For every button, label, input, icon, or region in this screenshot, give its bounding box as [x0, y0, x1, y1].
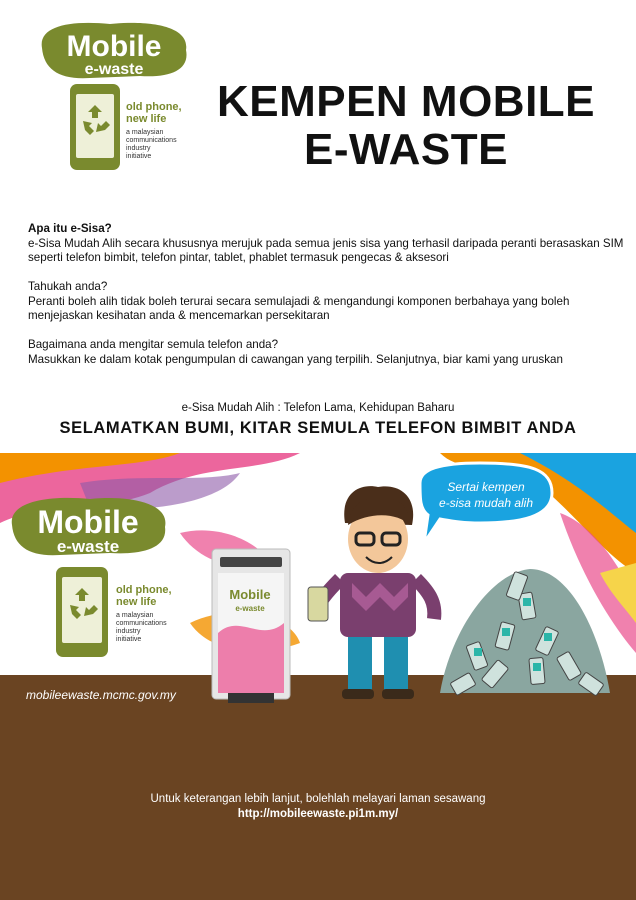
- title-line1: KEMPEN MOBILE: [216, 77, 596, 126]
- collection-box-illustration: [212, 549, 290, 703]
- footer: [0, 713, 636, 900]
- slogan: SELAMATKAN BUMI, KITAR SEMULA TELEFON BIMBIT ANDA: [59, 419, 577, 437]
- footer-link[interactable]: http://mobileewaste.pi1m.my/: [237, 808, 399, 820]
- banner-url: mobileewaste.mcmc.gov.my: [26, 688, 176, 702]
- logo-mobile-text: Mobile: [66, 30, 162, 63]
- section-question: Apa itu e-Sisa?: [28, 222, 112, 235]
- held-phone-icon: [308, 587, 328, 621]
- bubble-line1: Sertai kempen: [447, 480, 525, 494]
- section-answer: Masukkan ke dalam kotak pengumpulan di cawangan yang terpilih. Selanjutnya, biar kami yang uruskan: [28, 352, 563, 366]
- logo-sub2: communications: [126, 137, 177, 144]
- info-section: [28, 338, 628, 367]
- title-line2: E-WASTE: [304, 125, 508, 175]
- banner-logo-tag1: old phone,: [116, 584, 172, 596]
- logo-sub4: initiative: [126, 153, 152, 160]
- box-label1: Mobile: [229, 587, 271, 602]
- box-label2: e-waste: [235, 604, 265, 613]
- section-question: Tahukah anda?: [28, 280, 108, 293]
- info-sections: [28, 222, 628, 382]
- banner-logo-tag2: new life: [116, 596, 157, 608]
- page-title: [196, 78, 616, 175]
- banner-logo-sub1: a malaysian: [116, 612, 154, 619]
- mobile-ewaste-logo: [30, 18, 198, 178]
- section-question: Bagaimana anda mengitar semula telefon anda?: [28, 338, 279, 351]
- banner-logo-sub4: initiative: [116, 636, 142, 643]
- logo-tag2: new life: [126, 113, 167, 125]
- logo-tag1: old phone,: [126, 101, 182, 113]
- banner-logo-ewaste: e-waste: [56, 537, 120, 556]
- logo-sub1: a malaysian: [126, 129, 164, 136]
- logo-sub3: industry: [126, 145, 151, 152]
- bubble-line2: e-sisa mudah alih: [438, 496, 534, 510]
- campaign-banner: [0, 453, 636, 713]
- section-answer: Peranti boleh alih tidak boleh terurai secara semulajadi & mengandungi komponen berbahaya yang boleh menjejaskan kesihatan anda & mencemarkan persekitaran: [28, 294, 570, 322]
- tagline: e-Sisa Mudah Alih : Telefon Lama, Kehidupan Baharu: [181, 402, 455, 414]
- logo-ewaste-text: e-waste: [84, 61, 144, 78]
- banner-logo-sub2: communications: [116, 620, 167, 627]
- banner-logo-mobile: Mobile: [37, 504, 139, 540]
- banner-logo-sub3: industry: [116, 628, 141, 635]
- info-section: [28, 222, 628, 266]
- info-section: [28, 280, 628, 324]
- section-answer: e-Sisa Mudah Alih secara khususnya merujuk pada semua jenis sisa yang terhasil daripada peranti berasaskan SIM seperti telefon bimbit, telefon pintar, tablet, phablet termasuk pengecas & aksesori: [28, 236, 624, 264]
- footer-text: Untuk keterangan lebih lanjut, bolehlah melayari laman sesawang: [150, 793, 486, 805]
